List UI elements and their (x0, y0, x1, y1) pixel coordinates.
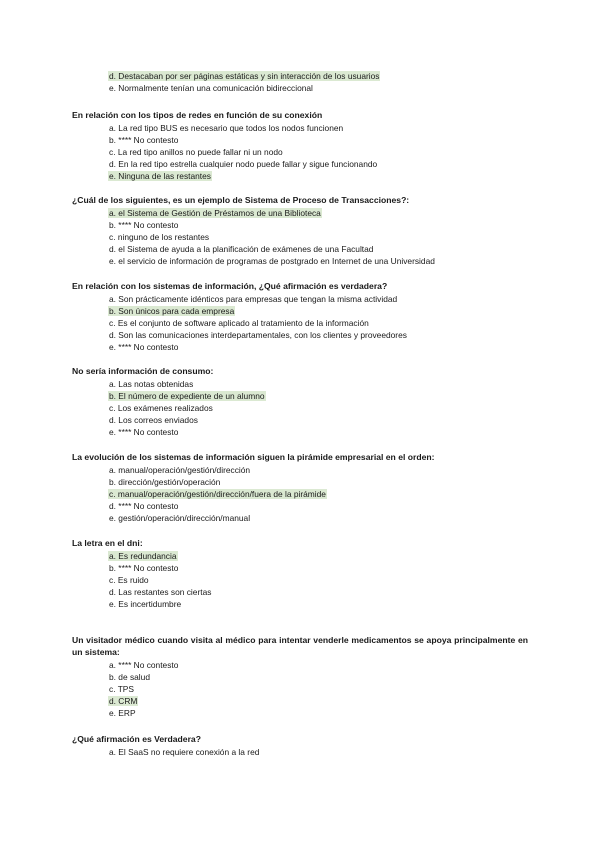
option: d. **** No contesto (109, 501, 179, 511)
question-information-systems (72, 280, 528, 353)
option: a. Son prácticamente idénticos para empresas que tengan la misma actividad (109, 294, 398, 304)
option-correct: e. Ninguna de las restantes (109, 171, 211, 181)
options-list (108, 207, 528, 267)
option-correct: d. Destacaban por ser páginas estáticas y sin interacción de los usuarios (109, 71, 380, 81)
option: e. **** No contesto (109, 342, 179, 352)
option-correct: a. el Sistema de Gestión de Préstamos de una Biblioteca (109, 208, 321, 218)
option: a. El SaaS no requiere conexión a la red (109, 747, 260, 757)
question-title: En relación con los tipos de redes en función de su conexión (72, 110, 323, 120)
option: a. Las notas obtenidas (109, 379, 194, 389)
option-correct: b. Son únicos para cada empresa (109, 306, 235, 316)
option: b. **** No contesto (109, 563, 179, 573)
previous-question-options (108, 70, 380, 94)
question-network-types (72, 109, 528, 182)
option: e. el servicio de información de programas de postgrado en Internet de una Universidad (109, 256, 435, 266)
option: c. Es ruido (109, 575, 149, 585)
option: b. **** No contesto (109, 220, 179, 230)
question-title: La letra en el dni: (72, 538, 143, 548)
option: e. ERP (109, 708, 136, 718)
option: c. Es el conjunto de software aplicado al tratamiento de la información (109, 318, 369, 328)
option-correct: a. Es redundancia (109, 551, 177, 561)
option: b. **** No contesto (109, 135, 179, 145)
option: b. dirección/gestión/operación (109, 477, 221, 487)
options-list (108, 464, 528, 524)
options-list (108, 659, 528, 719)
option: d. el Sistema de ayuda a la planificación de exámenes de una Facultad (109, 244, 374, 254)
options-list (108, 122, 528, 182)
options-list (108, 550, 528, 610)
options-list (108, 293, 528, 353)
option: c. TPS (109, 684, 134, 694)
question-title: En relación con los sistemas de información, ¿Qué afirmación es verdadera? (72, 281, 388, 291)
question-consumption-info (72, 365, 528, 438)
question-title: Un visitador médico cuando visita al médico para intentar venderle medicamentos se apoya principalmente en un sistema: (72, 635, 528, 657)
option: d. Los correos enviados (109, 415, 198, 425)
question-tps-example (72, 194, 528, 267)
option: b. de salud (109, 672, 150, 682)
option: e. **** No contesto (109, 427, 179, 437)
option-correct: d. CRM (109, 696, 138, 706)
option: d. Las restantes son ciertas (109, 587, 212, 597)
question-medical-visitor (72, 634, 528, 719)
options-list (108, 746, 528, 758)
question-title: No sería información de consumo: (72, 366, 214, 376)
option-correct: b. El número de expediente de un alumno (109, 391, 265, 401)
options-list (108, 378, 528, 438)
question-true-statement (72, 733, 528, 758)
question-title: ¿Qué afirmación es Verdadera? (72, 734, 201, 744)
option: d. En la red tipo estrella cualquier nodo puede fallar y sigue funcionando (109, 159, 378, 169)
question-pyramid-order (72, 451, 528, 524)
option: e. Es incertidumbre (109, 599, 182, 609)
option: e. gestión/operación/dirección/manual (109, 513, 251, 523)
option: a. manual/operación/gestión/dirección (109, 465, 251, 475)
question-title: ¿Cuál de los siguientes, es un ejemplo de Sistema de Proceso de Transacciones?: (72, 195, 410, 205)
question-dni-letter (72, 537, 528, 610)
option: d. Son las comunicaciones interdepartamentales, con los clientes y proveedores (109, 330, 407, 340)
option-correct: c. manual/operación/gestión/dirección/fuera de la pirámide (109, 489, 326, 499)
question-title: La evolución de los sistemas de información siguen la pirámide empresarial en el orden: (72, 452, 435, 462)
option: e. Normalmente tenían una comunicación bidireccional (109, 83, 313, 93)
option: a. **** No contesto (109, 660, 179, 670)
option: c. La red tipo anillos no puede fallar ni un nodo (109, 147, 283, 157)
option: a. La red tipo BUS es necesario que todos los nodos funcionen (109, 123, 344, 133)
option: c. Los exámenes realizados (109, 403, 213, 413)
option: c. ninguno de los restantes (109, 232, 210, 242)
